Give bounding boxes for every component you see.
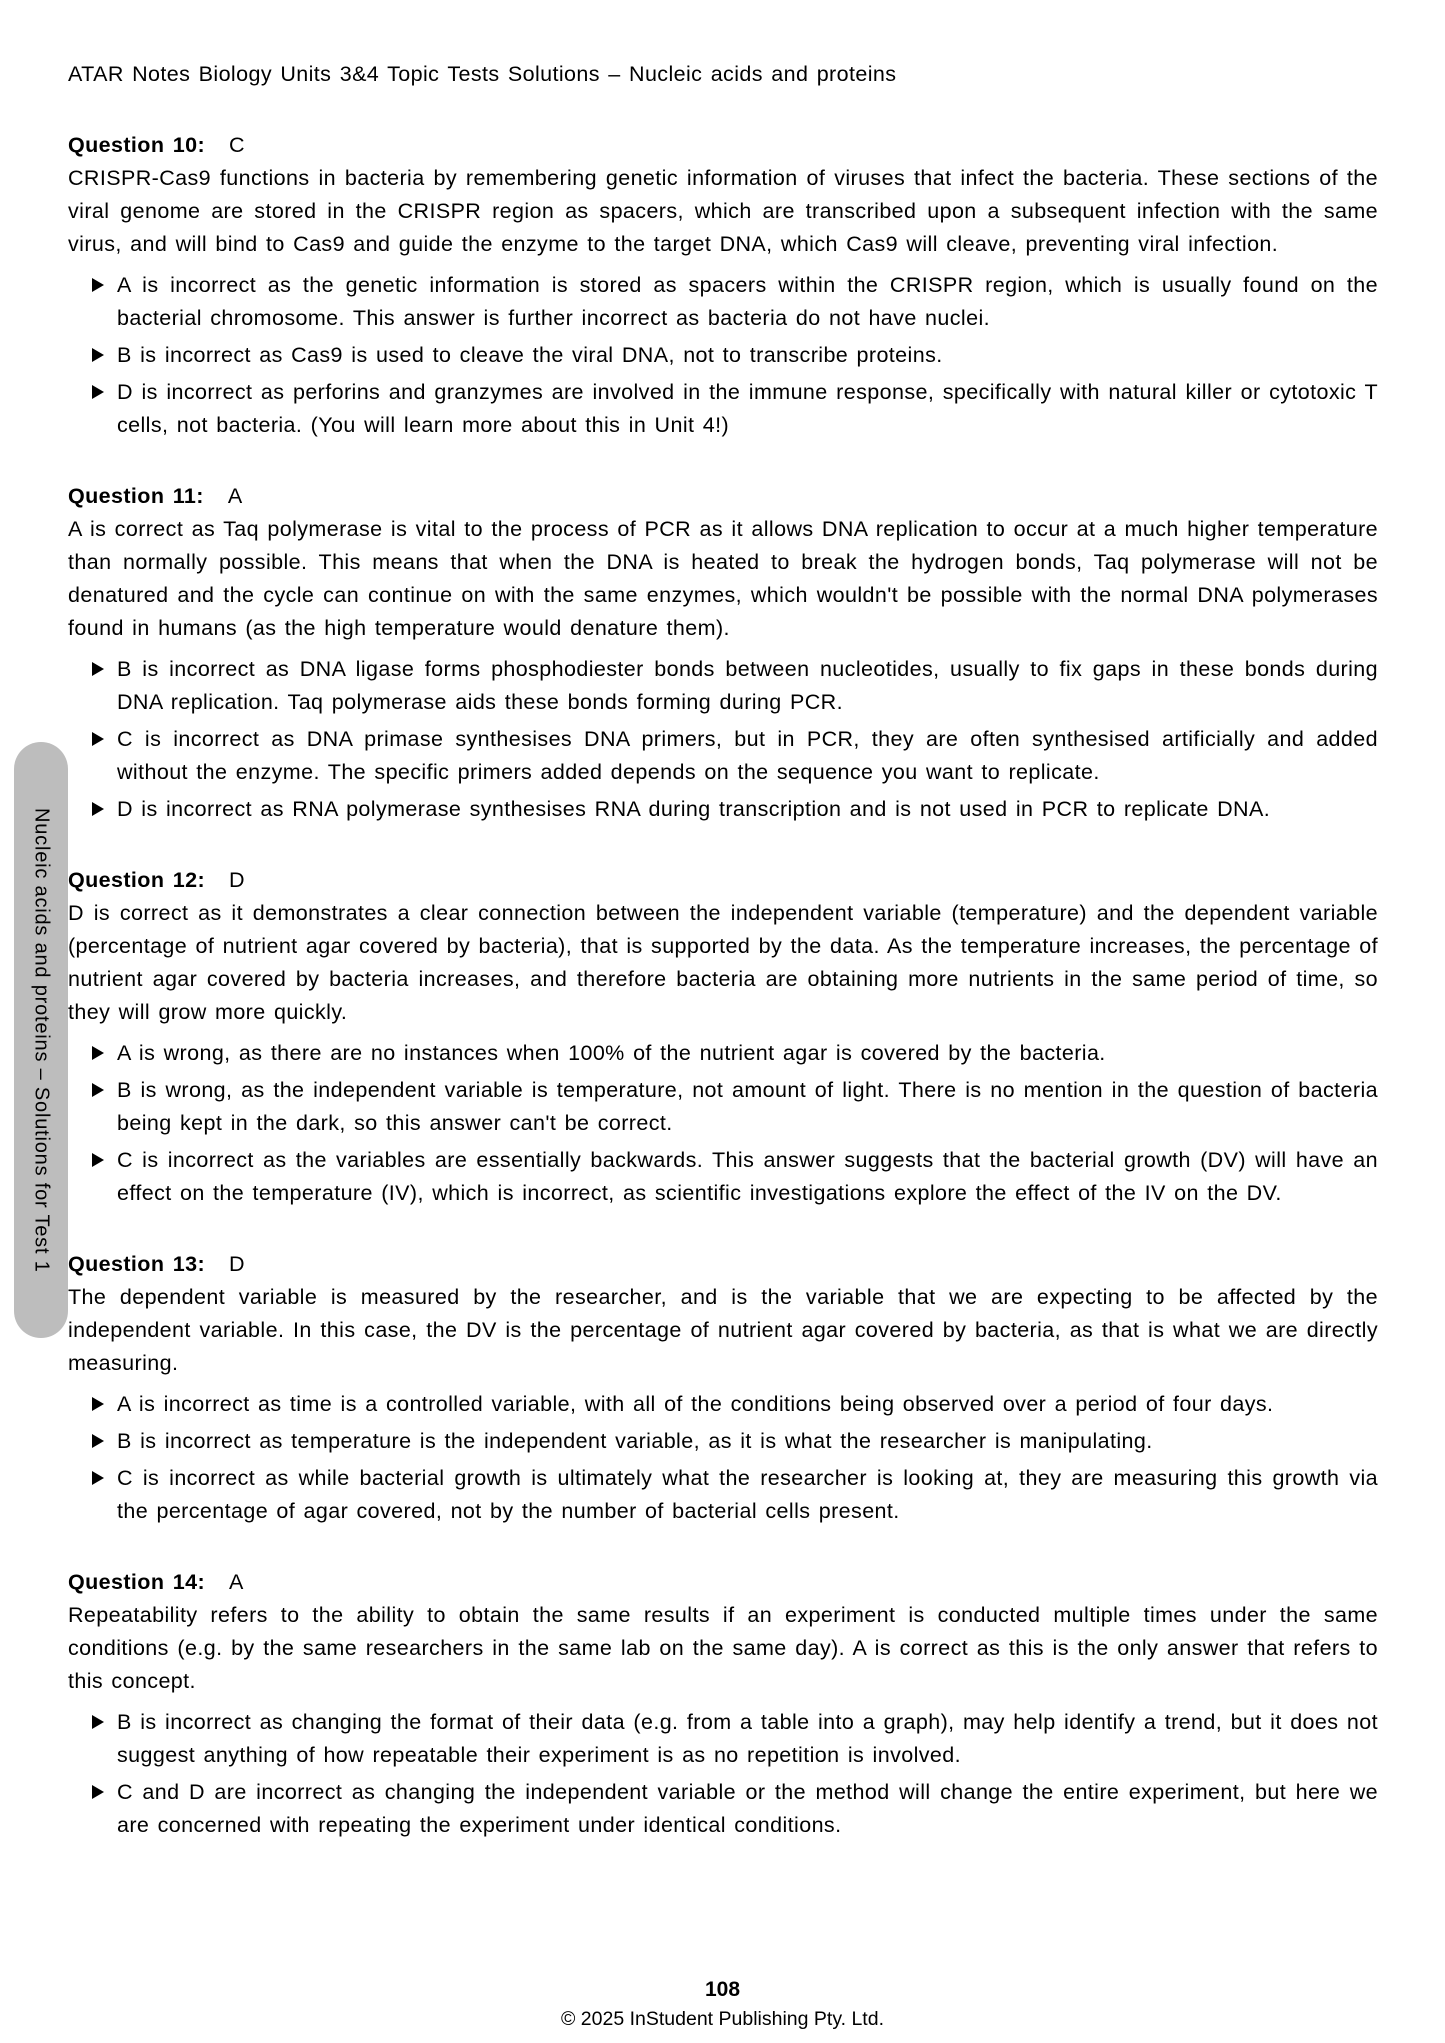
bullet-triangle-icon bbox=[92, 1434, 104, 1448]
bullet-list bbox=[68, 1388, 1378, 1528]
bullet-list bbox=[68, 269, 1378, 442]
question-block-12 bbox=[68, 864, 1378, 1210]
bullet-triangle-icon bbox=[92, 1715, 104, 1729]
bullet-triangle-icon bbox=[92, 278, 104, 292]
bullet-item bbox=[68, 793, 1378, 826]
bullet-text: C and D are incorrect as changing the independent variable or the method will change the entire experiment, but here we are concerned with repeating the experiment under identical conditions. bbox=[117, 1780, 1378, 1837]
bullet-triangle-icon bbox=[92, 1153, 104, 1167]
bullet-item bbox=[68, 339, 1378, 372]
bullet-triangle-icon bbox=[92, 732, 104, 746]
bullet-text: A is incorrect as the genetic information is stored as spacers within the CRISPR region, which is usually found on the bacterial chromosome. This answer is further incorrect as bacteria do not have nuclei. bbox=[117, 273, 1378, 330]
bullet-text: C is incorrect as DNA primase synthesises DNA primers, but in PCR, they are often synthesised artificially and added without the enzyme. The specific primers added depends on the sequence you want to replicate. bbox=[117, 727, 1378, 784]
question-answer: D bbox=[229, 868, 245, 892]
running-header: ATAR Notes Biology Units 3&4 Topic Tests Solutions – Nucleic acids and proteins bbox=[68, 62, 897, 86]
bullet-item bbox=[68, 1462, 1378, 1528]
question-heading bbox=[68, 129, 1378, 162]
bullet-item bbox=[68, 1425, 1378, 1458]
question-block-13 bbox=[68, 1248, 1378, 1528]
bullet-text: B is incorrect as Cas9 is used to cleave the viral DNA, not to transcribe proteins. bbox=[117, 343, 943, 367]
bullet-item bbox=[68, 1074, 1378, 1140]
bullet-text: A is wrong, as there are no instances when 100% of the nutrient agar is covered by the bacteria. bbox=[117, 1041, 1106, 1065]
sidebar-tab-label: Nucleic acids and proteins – Solutions for Test 1 bbox=[30, 807, 53, 1273]
question-explanation: CRISPR-Cas9 functions in bacteria by remembering genetic information of viruses that infect the bacteria. These sections of the viral genome are stored in the CRISPR region as spacers, which are transcribed upon a subsequent infection with the same virus, and will bind to Cas9 and guide the enzyme to the target DNA, which Cas9 will cleave, preventing viral infection. bbox=[68, 166, 1378, 256]
bullet-list bbox=[68, 1706, 1378, 1842]
bullet-text: C is incorrect as while bacterial growth is ultimately what the researcher is looking at, they are measuring this growth via the percentage of agar covered, not by the number of bacterial cells present. bbox=[117, 1466, 1378, 1523]
question-explanation: Repeatability refers to the ability to obtain the same results if an experiment is conducted multiple times under the same conditions (e.g. by the same researchers in the same lab on the same day). A is correct as this is the only answer that refers to this concept. bbox=[68, 1603, 1378, 1693]
bullet-item bbox=[68, 1144, 1378, 1210]
sidebar-tab bbox=[14, 742, 68, 1338]
bullet-triangle-icon bbox=[92, 1785, 104, 1799]
bullet-item bbox=[68, 376, 1378, 442]
question-heading bbox=[68, 864, 1378, 897]
question-block-11 bbox=[68, 480, 1378, 826]
bullet-item bbox=[68, 1706, 1378, 1772]
page-content bbox=[68, 58, 1378, 1842]
bullet-triangle-icon bbox=[92, 802, 104, 816]
bullet-text: D is incorrect as perforins and granzymes are involved in the immune response, specifically with natural killer or cytotoxic T cells, not bacteria. (You will learn more about this in Unit 4!) bbox=[117, 380, 1378, 437]
bullet-item bbox=[68, 1388, 1378, 1421]
page-number: 108 bbox=[704, 1978, 741, 2001]
bullet-list bbox=[68, 653, 1378, 826]
bullet-text: B is incorrect as DNA ligase forms phosphodiester bonds between nucleotides, usually to fix gaps in these bonds during DNA replication. Taq polymerase aids these bonds forming during PCR. bbox=[117, 657, 1378, 714]
question-answer: A bbox=[229, 1570, 244, 1594]
bullet-item bbox=[68, 653, 1378, 719]
question-heading bbox=[68, 1566, 1378, 1599]
bullet-text: B is wrong, as the independent variable is temperature, not amount of light. There is no mention in the question of bacteria being kept in the dark, so this answer can't be correct. bbox=[117, 1078, 1378, 1135]
copyright-notice: © 2025 InStudent Publishing Pty. Ltd. bbox=[561, 2008, 884, 2030]
question-label: Question 12: bbox=[68, 868, 206, 892]
bullet-text: C is incorrect as the variables are essentially backwards. This answer suggests that the bacterial growth (DV) will have an effect on the temperature (IV), which is incorrect, as scientific investigations explore the effect of the IV on the DV. bbox=[117, 1148, 1378, 1205]
bullet-item bbox=[68, 1776, 1378, 1842]
bullet-item bbox=[68, 1037, 1378, 1070]
question-label: Question 10: bbox=[68, 133, 206, 157]
bullet-triangle-icon bbox=[92, 348, 104, 362]
question-label: Question 11: bbox=[68, 484, 204, 508]
question-answer: A bbox=[227, 484, 243, 508]
bullet-triangle-icon bbox=[92, 385, 104, 399]
bullet-item bbox=[68, 269, 1378, 335]
question-explanation: A is correct as Taq polymerase is vital to the process of PCR as it allows DNA replication to occur at a much higher temperature than normally possible. This means that when the DNA is heated to break the hydrogen bonds, Taq polymerase will not be denatured and the cycle can continue on with the same enzymes, which wouldn't be possible with the normal DNA polymerases found in humans (as the high temperature would denature them). bbox=[68, 517, 1378, 640]
question-block-10 bbox=[68, 129, 1378, 442]
bullet-triangle-icon bbox=[92, 1471, 104, 1485]
question-block-14 bbox=[68, 1566, 1378, 1842]
question-answer: C bbox=[229, 133, 245, 157]
page-footer bbox=[0, 1976, 1445, 2033]
question-heading bbox=[68, 480, 1378, 513]
bullet-item bbox=[68, 723, 1378, 789]
question-label: Question 14: bbox=[68, 1570, 206, 1594]
bullet-triangle-icon bbox=[92, 662, 104, 676]
question-label: Question 13: bbox=[68, 1252, 206, 1276]
bullet-list bbox=[68, 1037, 1378, 1210]
question-explanation: The dependent variable is measured by the researcher, and is the variable that we are expecting to be affected by the independent variable. In this case, the DV is the percentage of nutrient agar covered by bacteria, as that is what we are directly measuring. bbox=[68, 1285, 1378, 1375]
bullet-text: D is incorrect as RNA polymerase synthesises RNA during transcription and is not used in PCR to replicate DNA. bbox=[117, 797, 1271, 821]
bullet-triangle-icon bbox=[92, 1046, 104, 1060]
bullet-text: B is incorrect as temperature is the independent variable, as it is what the researcher is manipulating. bbox=[117, 1429, 1153, 1453]
question-heading bbox=[68, 1248, 1378, 1281]
question-answer: D bbox=[229, 1252, 245, 1276]
bullet-triangle-icon bbox=[92, 1083, 104, 1097]
bullet-text: B is incorrect as changing the format of their data (e.g. from a table into a graph), may help identify a trend, but it does not suggest anything of how repeatable their experiment is as no repetition is involved. bbox=[117, 1710, 1378, 1767]
bullet-triangle-icon bbox=[92, 1397, 104, 1411]
bullet-text: A is incorrect as time is a controlled variable, with all of the conditions being observed over a period of four days. bbox=[117, 1392, 1274, 1416]
question-explanation: D is correct as it demonstrates a clear connection between the independent variable (temperature) and the dependent variable (percentage of nutrient agar covered by bacteria), that is supported by the data. As the temperature increases, the percentage of nutrient agar covered by bacteria increases, and therefore bacteria are obtaining more nutrients in the same period of time, so they will grow more quickly. bbox=[68, 901, 1378, 1024]
